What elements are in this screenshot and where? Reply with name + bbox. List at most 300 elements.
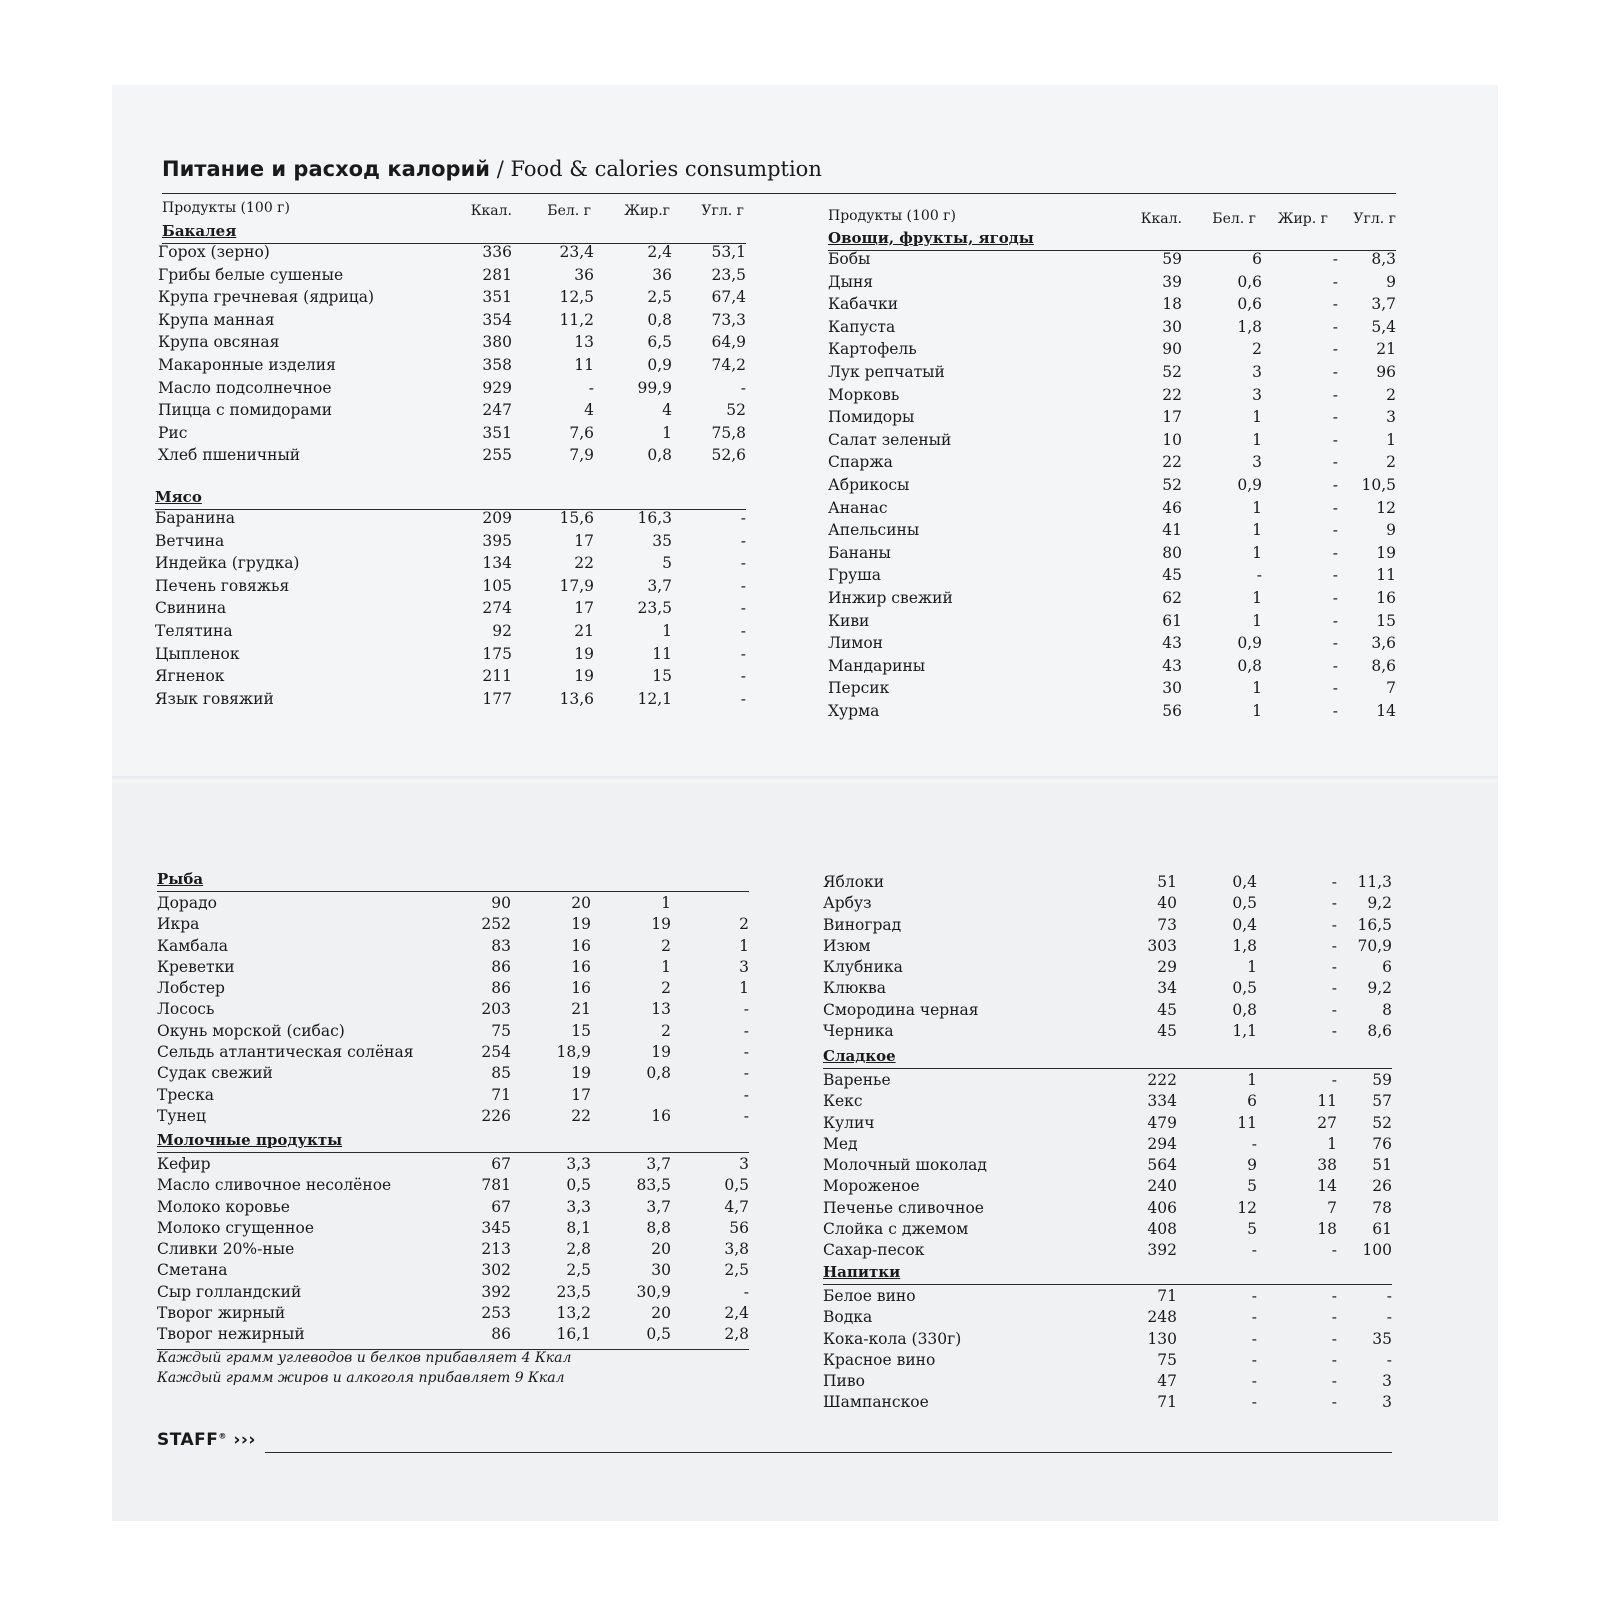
protein-value: - [1251,1350,1257,1369]
logo-arrows-icon: ››› [233,1430,256,1450]
fat-value: - [1331,894,1337,913]
fat-value: - [1331,958,1337,977]
fat-value: - [1332,317,1338,336]
carb-value: 3 [739,1155,749,1173]
product-name: Виноград [823,915,902,934]
product-name: Персик [828,679,890,698]
fat-value: - [1331,1350,1337,1369]
protein-value: 13,6 [559,689,594,708]
protein-value: 15 [571,1021,591,1040]
carb-value: 70,9 [1357,936,1392,955]
carb-value: 3,6 [1371,634,1396,653]
table-row [157,1042,749,1063]
product-name: Бананы [828,543,891,562]
header-protein-left: Бел. г [547,203,591,219]
header-carb-right: Угл. г [1353,211,1396,227]
carb-value: 10,5 [1361,475,1396,494]
fat-value: - [1332,408,1338,427]
kcal-value: 302 [481,1261,511,1280]
fat-value: 16 [651,1106,671,1125]
fat-value: 38 [1317,1156,1337,1175]
fat-value: 35 [652,531,672,550]
carb-value: 15 [1376,611,1396,630]
fat-value: 16,3 [637,509,672,527]
table-row [828,677,1396,700]
fat-value: - [1332,656,1338,675]
fat-value: - [1332,250,1338,268]
kcal-value: 175 [482,644,512,663]
protein-value: 1 [1252,543,1262,562]
title-en: / Food & calories consumption [490,157,822,181]
carb-value: 53,1 [711,243,746,261]
carb-value: - [743,1064,749,1083]
product-name: Телятина [155,621,233,640]
fat-value: 7 [1327,1198,1337,1217]
kcal-value: 34 [1157,979,1177,998]
table-row [823,1021,1392,1042]
product-name: Камбала [157,936,228,955]
protein-value: 5 [1247,1177,1257,1196]
kcal-value: 45 [1157,1000,1177,1019]
product-name: Свинина [155,599,227,618]
fat-value: 3,7 [647,576,672,595]
kcal-value: 18 [1162,295,1182,314]
carb-value: 52,6 [711,446,746,465]
kcal-value: 46 [1162,498,1182,517]
protein-value: 0,6 [1237,295,1262,314]
protein-value: - [1251,1287,1257,1305]
protein-value: 0,5 [1232,894,1257,913]
protein-value: 21 [571,1000,591,1019]
carb-value: 78 [1372,1198,1392,1217]
fat-value: - [1331,979,1337,998]
carb-value: 8,6 [1367,1022,1392,1041]
table-row [828,632,1396,655]
protein-value: 1 [1247,1071,1257,1089]
fat-value: - [1332,611,1338,630]
fat-value: - [1332,566,1338,585]
fat-value: - [1331,873,1337,891]
kcal-value: 281 [482,265,512,284]
table-ryba [157,893,749,1127]
protein-value: 1 [1252,611,1262,630]
carb-value: 57 [1372,1092,1392,1111]
table-row [158,422,746,445]
kcal-value: 209 [482,509,512,527]
product-name: Треска [157,1085,215,1104]
table-row [823,957,1392,978]
fat-value: 13 [651,1000,671,1019]
table-row [823,936,1392,957]
protein-value: - [1251,1241,1257,1260]
fat-value: 19 [651,1043,671,1062]
carb-value: - [743,1000,749,1019]
carb-value: 74,2 [711,355,746,374]
fat-value: - [1332,272,1338,291]
protein-value: 3 [1252,385,1262,404]
product-name: Крупа овсяная [158,333,280,352]
protein-value: 15,6 [559,509,594,527]
table-row [157,1260,749,1281]
carb-value: - [740,531,746,550]
product-name: Ягненок [155,667,225,686]
fat-value: - [1332,521,1338,540]
section-title-moloch: Молочные продукты [157,1131,343,1149]
kcal-value: 336 [482,243,512,261]
table-row [828,248,1396,271]
carb-value: - [740,644,746,663]
carb-value: 35 [1372,1329,1392,1348]
protein-value: - [1251,1372,1257,1391]
carb-value: 8,6 [1371,656,1396,675]
protein-value: 19 [574,667,594,686]
table-row [155,530,746,553]
fat-value: - [1331,1329,1337,1348]
product-name: Черника [823,1022,894,1041]
product-name: Печень говяжья [155,576,290,595]
kcal-value: 17 [1162,408,1182,427]
product-name: Кабачки [828,295,899,314]
product-name: Мед [823,1134,858,1153]
fat-value: - [1332,475,1338,494]
product-name: Киви [828,611,870,630]
protein-value: 0,4 [1232,873,1257,891]
protein-value: 9 [1247,1156,1257,1175]
kcal-value: 90 [1162,340,1182,359]
kcal-value: 61 [1162,611,1182,630]
protein-value: 12,5 [559,288,594,307]
table-row [157,957,749,978]
product-name: Молочный шоколад [823,1156,987,1175]
product-name: Рис [158,423,188,442]
table-row [828,406,1396,429]
section-title-myaso: Мясо [155,488,202,506]
carb-value: 19 [1376,543,1396,562]
header-kcal-right: Ккал. [1140,211,1182,227]
kcal-value: 62 [1162,588,1182,607]
table-row [155,643,746,666]
product-name: Сахар-песок [823,1241,925,1260]
table-row [823,1113,1392,1134]
product-name: Яблоки [823,873,885,891]
carb-value: - [1386,1287,1392,1305]
protein-value: 0,8 [1232,1000,1257,1019]
carb-value: 8 [1382,1000,1392,1019]
fat-value: 4 [662,401,672,420]
table-row [828,587,1396,610]
carb-value: 2 [1386,453,1396,472]
fat-value: - [1331,1287,1337,1305]
table-row [823,1392,1392,1413]
fat-value: - [1332,634,1338,653]
table-row [828,542,1396,565]
table-myaso [155,507,746,710]
table-row [828,610,1396,633]
table-row [157,1021,749,1042]
kcal-value: 75 [491,1021,511,1040]
table-row [158,377,746,400]
kcal-value: 40 [1157,894,1177,913]
carb-value: - [740,689,746,708]
carb-value: 0,5 [724,1176,749,1195]
fat-value: 2 [661,979,671,998]
kcal-value: 71 [491,1085,511,1104]
section-rule-moloch [157,1152,749,1153]
carb-value: 23,5 [711,265,746,284]
table-row [823,1155,1392,1176]
protein-value: 11,2 [559,310,594,329]
table-row [828,338,1396,361]
carb-value: 14 [1376,701,1396,720]
product-name: Лимон [828,634,883,653]
product-name: Кулич [823,1113,875,1132]
carb-value: 8,3 [1371,250,1396,268]
protein-value: 4 [584,401,594,420]
protein-value: 1 [1252,408,1262,427]
protein-value: 0,9 [1237,634,1262,653]
product-name: Язык говяжий [155,689,274,708]
carb-value [671,893,749,914]
fat-value: - [1331,915,1337,934]
fat-value: 0,9 [647,355,672,374]
fat-value: 8,8 [646,1218,671,1237]
fat-value: 99,9 [637,378,672,397]
kcal-value: 255 [482,446,512,465]
table-frukty2 [823,872,1392,1042]
kcal-value: 22 [1162,385,1182,404]
carb-value: 11,3 [1357,873,1392,891]
protein-value: 1 [1247,958,1257,977]
carb-value: - [1386,1308,1392,1327]
table-row [158,399,746,422]
table-row [823,1134,1392,1155]
carb-value: 4,7 [724,1197,749,1216]
carb-value: 26 [1372,1177,1392,1196]
carb-value: 5,4 [1371,317,1396,336]
kcal-value: 67 [491,1197,511,1216]
protein-value: 21 [574,621,594,640]
table-bakaleya-body [158,241,746,467]
carb-value: 2 [739,915,749,934]
kcal-value: 86 [491,957,511,976]
protein-value: 16,1 [556,1325,591,1344]
table-row [158,241,746,264]
table-row [823,1219,1392,1240]
carb-value: - [740,621,746,640]
kcal-value: 294 [1147,1134,1177,1153]
protein-value: 8,1 [566,1218,591,1237]
fat-value: 0,8 [646,1064,671,1083]
table-row [823,1307,1392,1328]
fat-value: 11 [652,644,672,663]
table-row [823,1329,1392,1350]
table-row [828,474,1396,497]
protein-value: 11 [1237,1113,1257,1132]
protein-value: 3,3 [566,1197,591,1216]
product-name: Кока-кола (330г) [823,1329,962,1348]
protein-value: 1 [1252,521,1262,540]
kcal-value: 479 [1147,1113,1177,1132]
product-name: Груша [828,566,881,585]
product-name: Пицца с помидорами [158,401,333,420]
carb-value: 51 [1372,1156,1392,1175]
page-title [162,157,822,181]
fat-value: 0,8 [647,446,672,465]
fat-value: 83,5 [636,1176,671,1195]
kcal-value: 253 [481,1304,511,1323]
kcal-value: 213 [481,1240,511,1259]
protein-value: 22 [574,554,594,573]
product-name: Помидоры [828,408,915,427]
kcal-value: 254 [481,1043,511,1062]
table-row [155,597,746,620]
table-row [823,915,1392,936]
carb-value: 61 [1372,1220,1392,1239]
protein-value: - [1251,1393,1257,1412]
product-name: Абрикосы [828,475,910,494]
carb-value: 52 [726,401,746,420]
protein-value: 19 [571,1064,591,1083]
page-fold [112,776,1498,782]
table-row [828,655,1396,678]
fat-value: 23,5 [637,599,672,618]
fat-value [591,1085,671,1106]
product-name: Лосось [157,1000,215,1019]
protein-value: 2,5 [566,1261,591,1280]
fat-value: - [1332,430,1338,449]
carb-value: - [740,509,746,527]
protein-value: 13 [574,333,594,352]
kcal-value: 203 [481,1000,511,1019]
fat-value: - [1331,1000,1337,1019]
protein-value: 36 [574,265,594,284]
fat-value: - [1332,543,1338,562]
product-name: Крупа гречневая (ядрица) [158,288,375,307]
kcal-value: 351 [482,423,512,442]
table-ovoschi [828,248,1396,722]
fat-value: 0,5 [646,1325,671,1344]
fat-value: 2,5 [647,288,672,307]
kcal-value: 240 [1147,1177,1177,1196]
fat-value: - [1332,362,1338,381]
product-name: Сметана [157,1261,228,1280]
table-row [823,1371,1392,1392]
note-fat-alcohol: Каждый грамм жиров и алкоголя прибавляет 9 Ккал [157,1370,565,1386]
protein-value: - [1251,1308,1257,1327]
kcal-value: 252 [481,915,511,934]
carb-value: 16 [1376,588,1396,607]
carb-value: 59 [1372,1071,1392,1089]
product-name: Смородина черная [823,1000,979,1019]
carb-value: - [740,667,746,686]
protein-value: 2,8 [566,1240,591,1259]
protein-value: 6 [1247,1092,1257,1111]
kcal-value: 30 [1162,317,1182,336]
table-sladkoe [823,1070,1392,1262]
table-row [155,507,746,530]
kcal-value: 52 [1162,475,1182,494]
table-row [157,1218,749,1239]
carb-value: 3 [1382,1372,1392,1391]
protein-value: 17 [574,531,594,550]
fat-value: 1 [1327,1134,1337,1153]
carb-value: 3 [1382,1393,1392,1412]
table-ryba-body [157,893,749,1127]
product-name: Хлеб пшеничный [158,446,301,465]
kcal-value: 392 [1147,1241,1177,1260]
carb-value: 2,8 [724,1325,749,1344]
carb-value: 3 [739,957,749,976]
carb-value: 11 [1376,566,1396,585]
table-row [823,1240,1392,1261]
table-row [157,1197,749,1218]
fat-value: 20 [651,1240,671,1259]
protein-value: 23,5 [556,1282,591,1301]
footer-rule [265,1452,1392,1453]
fat-value: 14 [1317,1177,1337,1196]
kcal-value: 564 [1147,1156,1177,1175]
carb-value: 3,7 [1371,295,1396,314]
fat-value: 30 [651,1261,671,1280]
protein-value: 3,3 [566,1155,591,1173]
table-row [157,1282,749,1303]
table-row [157,893,749,914]
product-name: Хурма [828,701,880,720]
carb-value: 12 [1376,498,1396,517]
product-name: Клубника [823,958,903,977]
note-carbs-protein: Каждый грамм углеводов и белков прибавляет 4 Ккал [157,1350,572,1366]
table-row [828,271,1396,294]
carb-value: 9,2 [1367,979,1392,998]
kcal-value: 43 [1162,656,1182,675]
table-row [157,936,749,957]
table-row [828,293,1396,316]
product-name: Ветчина [155,531,225,550]
carb-value: 7 [1386,679,1396,698]
carb-value: - [1386,1350,1392,1369]
table-row [828,700,1396,723]
table-napitki [823,1286,1392,1414]
fat-value: - [1332,340,1338,359]
product-name: Картофель [828,340,917,359]
table-row [823,978,1392,999]
product-name: Шампанское [823,1393,929,1412]
fat-value: 6,5 [647,333,672,352]
kcal-value: 39 [1162,272,1182,291]
kcal-value: 52 [1162,362,1182,381]
carb-value: 56 [729,1218,749,1237]
carb-value: 76 [1372,1134,1392,1153]
table-row [158,444,746,467]
table-row [157,1154,749,1175]
kcal-value: 73 [1157,915,1177,934]
table-row [155,665,746,688]
protein-value: 0,4 [1232,915,1257,934]
fat-value: 1 [662,423,672,442]
kcal-value: 51 [1157,873,1177,891]
kcal-value: 358 [482,355,512,374]
protein-value: 1 [1252,588,1262,607]
product-name: Слойка с джемом [823,1220,969,1239]
product-name: Лук репчатый [828,362,945,381]
product-name: Кефир [157,1155,211,1173]
fat-value: 2,4 [647,243,672,261]
carb-value: 2,4 [724,1304,749,1323]
kcal-value: 177 [482,689,512,708]
protein-value: 17,9 [559,576,594,595]
carb-value: 3,8 [724,1240,749,1259]
product-name: Морковь [828,385,900,404]
